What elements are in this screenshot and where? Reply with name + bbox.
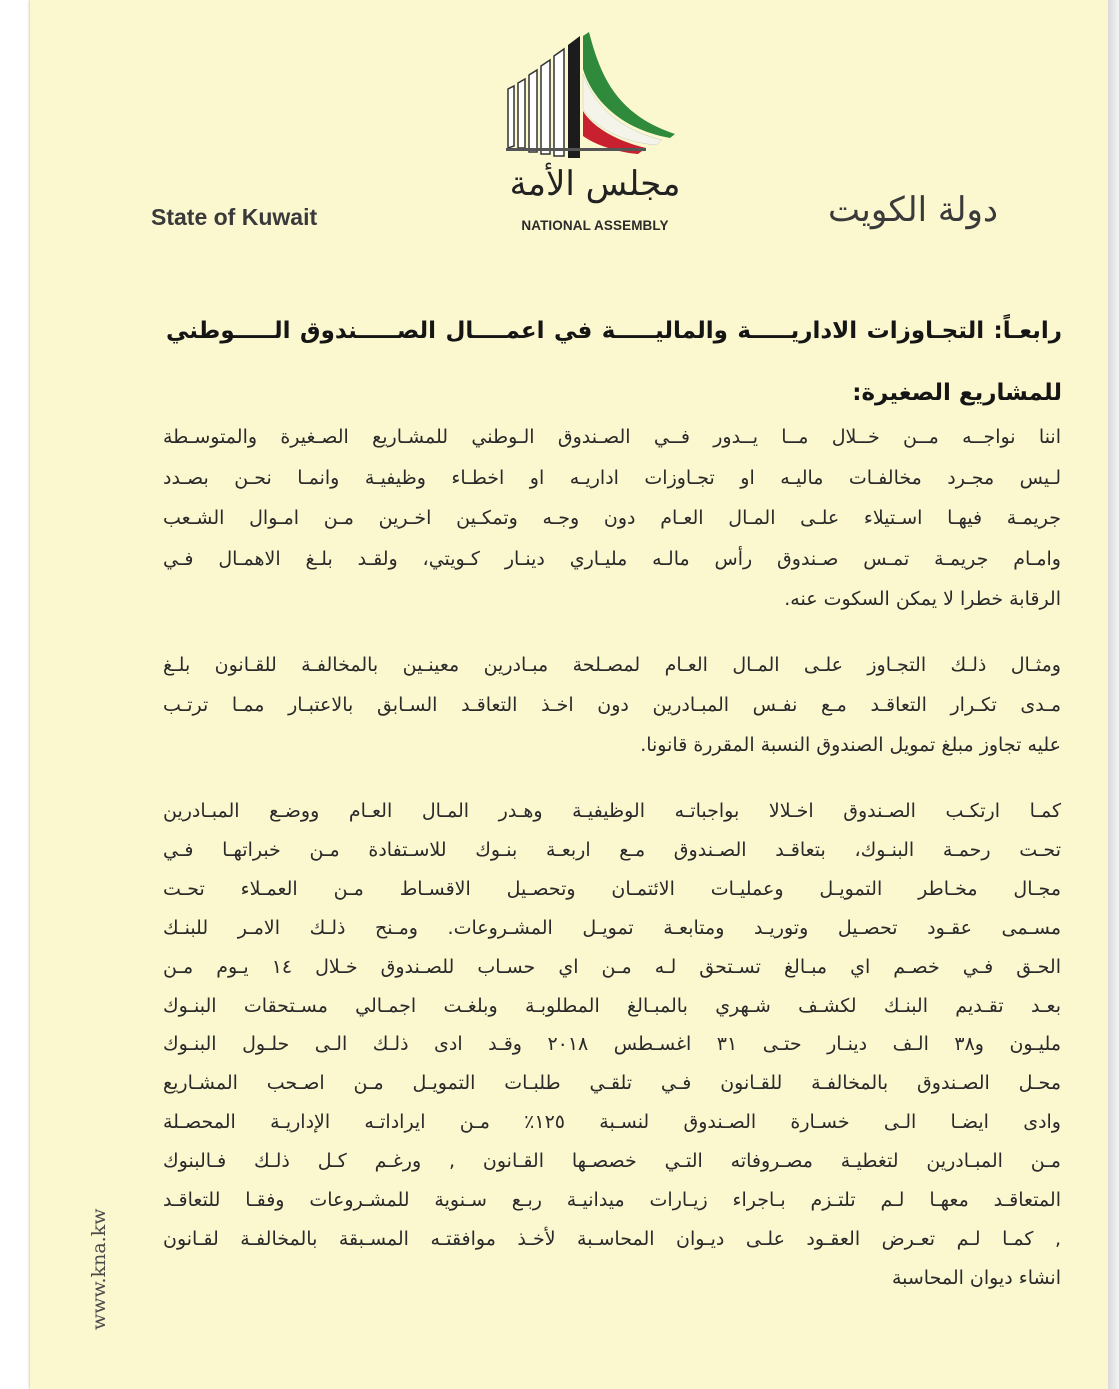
state-of-kuwait-english: State of Kuwait [151, 204, 318, 230]
paragraph-line: مـدى تكـرار التعاقـد مـع نفـس المبـادرين دون اخـذ التعاقـد السـابق بالاعتبـار ممـا ترتـب [163, 694, 1061, 716]
paragraph-line: انشاء ديوان المحاسبة [891, 1266, 1061, 1289]
paragraph-line: اننا نواجــه مــن خــلال مــا يــدور فــي الصـندوق الـوطني للمشـاريع الصـغيرة والمتوسـطة [163, 426, 1061, 448]
paragraph-1 [163, 417, 1061, 620]
paragraph-line: عليه تجاوز مبلغ تمويل الصندوق النسبة المقررة قانونا. [640, 734, 1061, 756]
paragraph-2 [163, 645, 1061, 765]
letter-page [30, 0, 1108, 1389]
paragraph-line: وادى ايضـا الـى خسـارة الصـندوق لنسـبة ١٢٥٪ مـن ايراداتـه الإداريـة المحصـلة [163, 1111, 1061, 1134]
state-of-kuwait-arabic: دولة الكويت [828, 190, 998, 230]
paragraph-line: مجـال مخـاطر التمويـل وعمليـات الائتمـان وتحصـيل الاقسـاط مـن العمـلاء تحـت [163, 877, 1061, 900]
section-heading-line-2: للمشاريع الصغيرة: [852, 380, 1062, 406]
paragraph-line: وامـام جريمـة تمـس صـندوق رأس مالـه مليـاري دينـار كـويتي، ولقـد بلـغ الاهمـال فـي [163, 547, 1061, 570]
paragraph-line: مليـون و٣٨ الـف دينـار حتـى ٣١ اغسـطس ٢٠١٨ وقـد ادى ذلـك الـى حلـول البنـوك [163, 1033, 1061, 1056]
paragraph-line: مسـمى عقـود تحصـيل وتوريـد ومتابعـة تمويـل المشـروعات. ومـنح ذلـك الامـر للبنـك [163, 916, 1061, 939]
logo-arabic-script: مجلس الأمة [509, 164, 681, 204]
paragraph-line: لـيس مجـرد مخالفـات ماليـه او تجـاوزات اداريـه او اخطـاء وظيفيـة وانمـا نحـن بصـدد [163, 466, 1061, 489]
paragraph-line: الحـق فـي خصـم اي مبـالغ تسـتحق لـه مـن اي حسـاب للصـندوق خـلال ١٤ يـوم مـن [163, 955, 1061, 978]
section-heading [166, 300, 1062, 424]
paragraph-line: جريمـة فيهـا اسـتيلاء علـى المـال العـام دون وجـه وتمكـين اخـرين مـن امـوال الشـعب [163, 507, 1061, 529]
paragraph-line: مـن المبـادرين لتغطيـة مصـروفاته التـي خصصـها القـانون , ورغـم كـل ذلـك فـالبنوك [163, 1150, 1061, 1173]
paragraph-line: المتعاقـد معهـا لـم تلتـزم بـاجراء زيـارات ميدانيـة ربـع سـنوية للمشـروعات وفقـا للتعاقـد [163, 1189, 1061, 1212]
paragraph-line: ومثـال ذلـك التجـاوز علـى المـال العـام لمصـلحة مبـادرين معينـين بالمخالفـة للقـانون بلـغ [163, 654, 1061, 676]
paragraph-line: , كمـا لـم تعـرض العقـود علـى ديـوان المحاسـبة لأخـذ موافقتـه المسـبقة بالمخالفـة لقـانون [163, 1227, 1061, 1250]
paragraph-line: بعـد تقـديم البنـك لكشـف شـهري بالمبـالغ المطلوبـة وبلغـت اجمـالي مسـتحقات البنـوك [163, 994, 1061, 1017]
paragraph-3 [163, 792, 1061, 1298]
section-heading-line-1: رابعـاً: التجـاوزات الاداريـــــة والماليـــــة في اعمــــال الصـــــندوق الـــــوطني [166, 318, 1062, 344]
paragraph-line: تحـت رحمـة البنـوك، بتعاقـد الصـندوق مـع اربعـة بنـوك للاسـتفادة مـن خبراتهـا فـي [163, 838, 1061, 861]
paragraph-line: كمـا ارتكـب الصـندوق اخـلالا بواجباتـه الوظيفيـة وهـدر المـال العـام ووضـع المبـادرين [163, 800, 1061, 822]
website-watermark: www.kna.kw [88, 1208, 110, 1330]
logo-english-text: NATIONAL ASSEMBLY [521, 218, 669, 233]
page-edge-shadow [1108, 0, 1119, 1389]
paragraph-line: محـل الصـندوق بالمخالفـة للقـانون فـي تلقـي طلبـات التمويـل مـن اصـحب المشـاريع [163, 1072, 1061, 1095]
paragraph-line: الرقابة خطرا لا يمكن السكوت عنه. [784, 588, 1061, 610]
